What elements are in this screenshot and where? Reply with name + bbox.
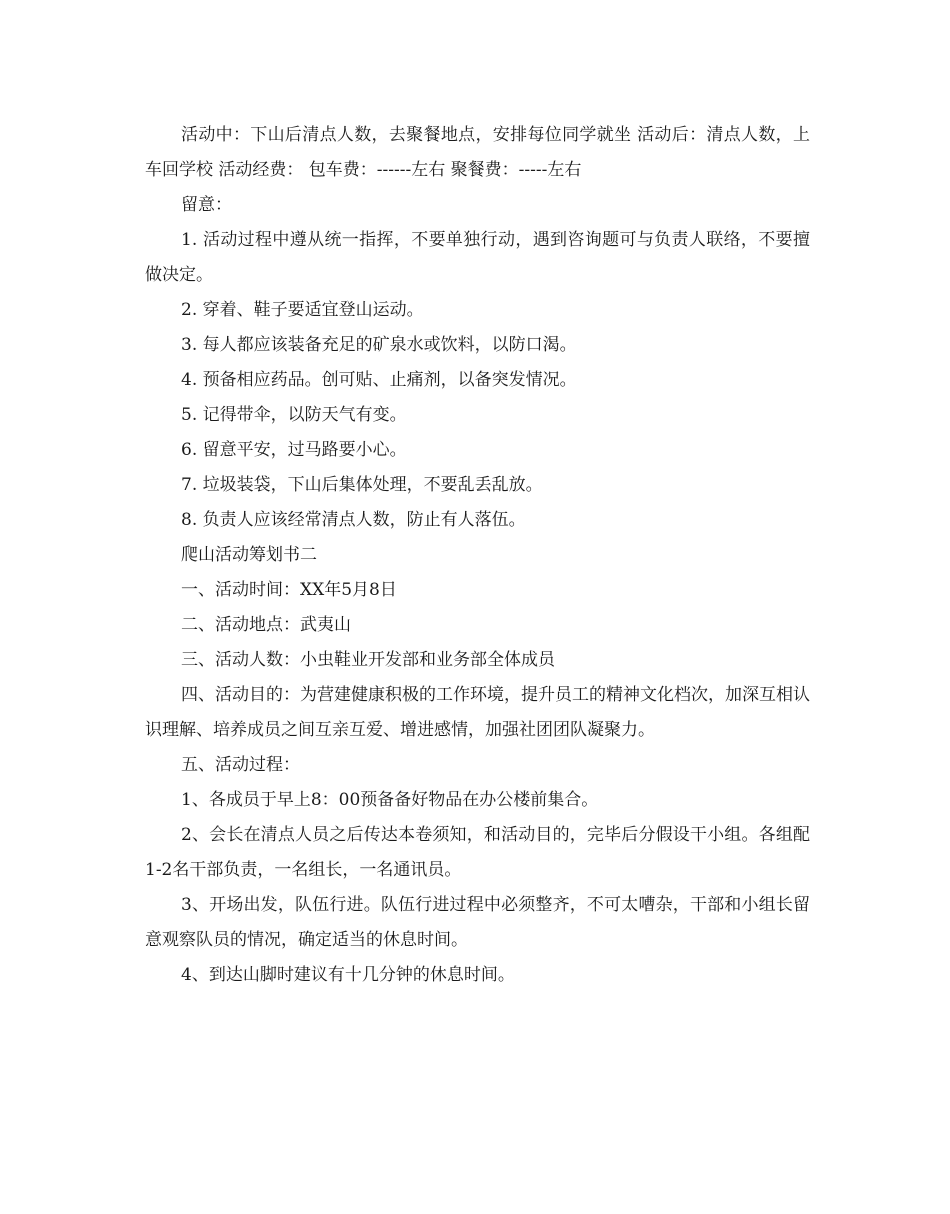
paragraph-note-5: 5. 记得带伞，以防天气有变。 xyxy=(181,405,407,425)
paragraph-activity-location: 二、活动地点：武夷山 xyxy=(181,615,351,635)
section-title-plan-two: 爬山活动筹划书二 xyxy=(181,545,317,565)
paragraph-note-4: 4. 预备相应药品。创可贴、止痛剂，以备突发情况。 xyxy=(181,370,577,390)
paragraph-process-step-2: 2、会长在清点人员之后传达本卷须知，和活动目的，完毕后分假设干小组。各组配1-2名干部负责，一名组长，一名通讯员。 xyxy=(145,825,810,880)
paragraph-activity-time: 一、活动时间：XX年5月8日 xyxy=(181,580,397,600)
paragraph-activity-participants: 三、活动人数：小虫鞋业开发部和业务部全体成员 xyxy=(181,650,555,670)
paragraph-note-1: 1. 活动过程中遵从统一指挥，不要单独行动，遇到咨询题可与负责人联络，不要擅做决定。 xyxy=(145,230,810,285)
paragraph-activity-process-heading: 五、活动过程： xyxy=(181,755,300,775)
paragraph-process-step-4: 4、到达山脚时建议有十几分钟的休息时间。 xyxy=(181,965,515,985)
paragraph-note-7: 7. 垃圾装袋，下山后集体处理，不要乱丢乱放。 xyxy=(181,475,543,495)
paragraph-note-6: 6. 留意平安，过马路要小心。 xyxy=(181,440,407,460)
paragraph-process-step-3: 3、开场出发，队伍行进。队伍行进过程中必须整齐，不可太嘈杂，干部和小组长留意观察队员的情况，确定适当的休息时间。 xyxy=(145,895,810,950)
paragraph-note-8: 8. 负责人应该经常清点人数，防止有人落伍。 xyxy=(181,510,526,530)
paragraph-note-3: 3. 每人都应该装备充足的矿泉水或饮料，以防口渴。 xyxy=(181,335,577,355)
paragraph-notes-heading: 留意： xyxy=(181,195,232,215)
paragraph-process-step-1: 1、各成员于早上8：00预备备好物品在办公楼前集合。 xyxy=(181,790,599,810)
paragraph-note-2: 2. 穿着、鞋子要适宜登山运动。 xyxy=(181,300,424,320)
paragraph-activity-purpose: 四、活动目的：为营建健康积极的工作环境，提升员工的精神文化档次，加深互相认识理解、培养成员之间互亲互爱、增进感情，加强社团团队凝聚力。 xyxy=(145,685,810,740)
document-body xyxy=(145,118,810,993)
paragraph-activity-during-after: 活动中：下山后清点人数，去聚餐地点，安排每位同学就坐 活动后：清点人数，上车回学校 活动经费： 包车费：------左右 聚餐费：-----左右 xyxy=(145,125,810,180)
